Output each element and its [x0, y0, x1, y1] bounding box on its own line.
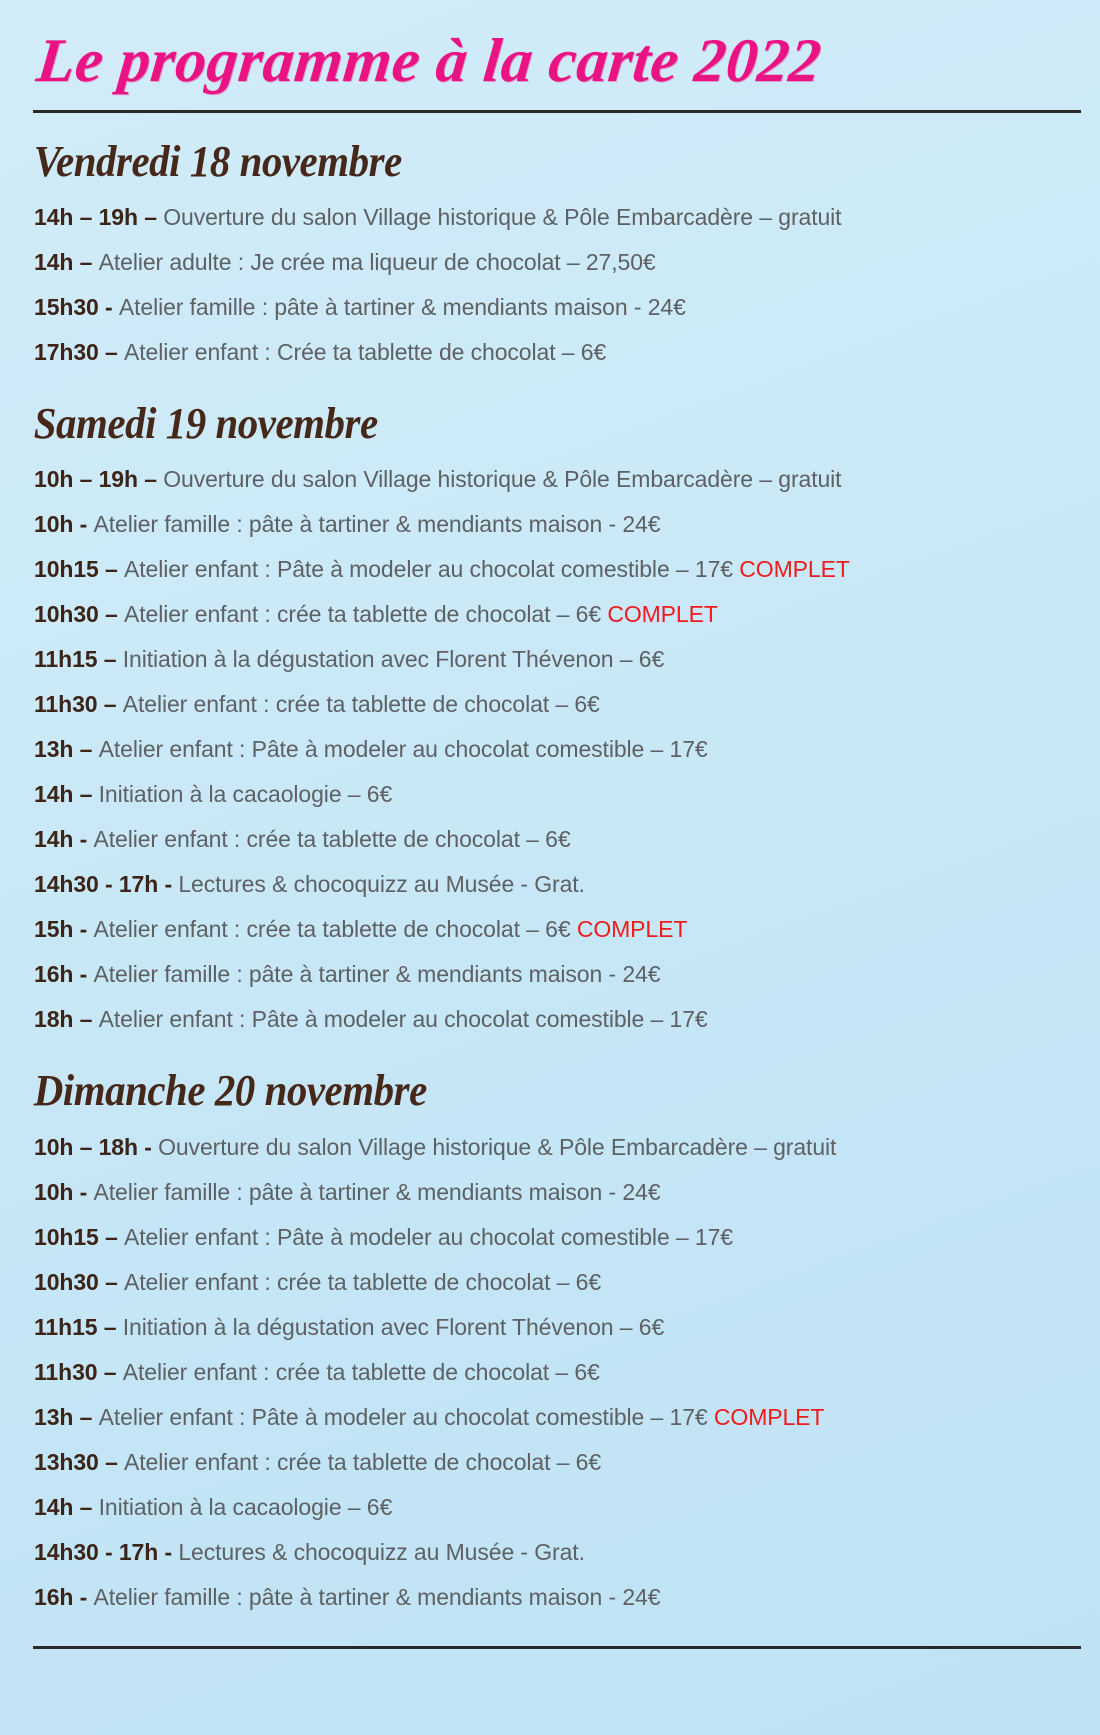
- programme-item: [34, 1440, 1080, 1485]
- day-heading: Vendredi 18 novembre: [33, 137, 402, 186]
- item-time: 15h -: [34, 916, 94, 943]
- item-description: Atelier famille : pâte à tartiner & mendiants maison - 24€: [93, 1583, 661, 1610]
- item-time: 10h30 –: [34, 601, 124, 628]
- item-time: 10h -: [34, 511, 94, 538]
- programme-item: [34, 1485, 1080, 1530]
- item-description: Atelier enfant : Pâte à modeler au chocolat comestible – 17€: [124, 1223, 733, 1250]
- item-description: Initiation à la dégustation avec Florent Thévenon – 6€: [122, 1313, 665, 1340]
- programme-item: [34, 862, 1080, 907]
- programme-item: [34, 952, 1080, 997]
- programme-item: [34, 547, 1080, 592]
- day-sections: [30, 113, 1080, 1620]
- bottom-divider: [33, 1646, 1081, 1649]
- item-time: 13h –: [34, 736, 99, 763]
- status-badge-complet: COMPLET: [713, 1403, 825, 1430]
- item-time: 11h30 –: [34, 691, 123, 718]
- page-title: Le programme à la carte 2022: [33, 27, 825, 95]
- item-description: Atelier enfant : crée ta tablette de chocolat – 6€: [122, 1358, 600, 1385]
- day-heading: Dimanche 20 novembre: [33, 1066, 427, 1116]
- item-time: 14h30 - 17h -: [34, 1538, 179, 1565]
- item-description: Initiation à la cacaologie – 6€: [98, 1493, 393, 1520]
- item-time: 10h15 –: [34, 556, 124, 583]
- item-description: Initiation à la cacaologie – 6€: [98, 781, 393, 808]
- item-description: Atelier enfant : Pâte à modeler au chocolat comestible – 17€: [124, 556, 740, 583]
- programme-item: [34, 727, 1080, 772]
- programme-item: [34, 1125, 1080, 1170]
- item-time: 18h –: [34, 1006, 99, 1033]
- item-description: Atelier famille : pâte à tartiner & mendiants maison - 24€: [118, 294, 686, 321]
- item-description: Atelier adulte : Je crée ma liqueur de chocolat – 27,50€: [98, 249, 656, 276]
- item-time: 15h30 -: [34, 294, 119, 321]
- programme-item: [34, 817, 1080, 862]
- programme-item: [34, 1350, 1080, 1395]
- programme-item: [34, 592, 1080, 637]
- item-description: Lectures & chocoquizz au Musée - Grat.: [178, 871, 585, 898]
- item-time: 14h -: [34, 826, 94, 853]
- day-section: [30, 1042, 1080, 1619]
- item-time: 11h30 –: [34, 1358, 123, 1385]
- day-item-list: [30, 1125, 1080, 1620]
- programme-item: [34, 772, 1080, 817]
- item-time: 14h30 - 17h -: [34, 871, 179, 898]
- item-time: 14h –: [34, 781, 99, 808]
- item-description: Initiation à la dégustation avec Florent Thévenon – 6€: [122, 646, 665, 673]
- programme-item: [34, 1305, 1080, 1350]
- item-description: Atelier famille : pâte à tartiner & mendiants maison - 24€: [93, 961, 661, 988]
- item-description: Atelier famille : pâte à tartiner & mendiants maison - 24€: [93, 1178, 661, 1205]
- item-description: Atelier enfant : Crée ta tablette de chocolat – 6€: [124, 339, 607, 366]
- day-section: [30, 113, 1080, 375]
- item-description: Atelier famille : pâte à tartiner & mendiants maison - 24€: [93, 511, 661, 538]
- item-time: 13h –: [34, 1403, 99, 1430]
- item-description: Ouverture du salon Village historique & Pôle Embarcadère – gratuit: [163, 466, 842, 493]
- item-time: 11h15 –: [34, 646, 123, 673]
- item-description: Atelier enfant : crée ta tablette de chocolat – 6€: [124, 1268, 602, 1295]
- item-time: 14h –: [34, 249, 99, 276]
- status-badge-complet: COMPLET: [607, 601, 718, 628]
- item-description: Atelier enfant : crée ta tablette de chocolat – 6€: [93, 916, 577, 943]
- item-time: 10h – 19h –: [34, 466, 164, 493]
- status-badge-complet: COMPLET: [576, 916, 688, 943]
- programme-item: [34, 637, 1080, 682]
- programme-item: [34, 997, 1080, 1042]
- programme-item: [34, 285, 1080, 330]
- programme-item: [34, 1260, 1080, 1305]
- item-time: 17h30 –: [34, 339, 124, 366]
- item-description: Lectures & chocoquizz au Musée - Grat.: [178, 1538, 585, 1565]
- item-description: Atelier enfant : Pâte à modeler au chocolat comestible – 17€: [98, 736, 708, 763]
- item-description: Atelier enfant : Pâte à modeler au chocolat comestible – 17€: [98, 1403, 714, 1430]
- item-time: 13h30 –: [34, 1448, 124, 1475]
- day-section: [30, 375, 1080, 1042]
- programme-item: [34, 195, 1080, 240]
- item-description: Ouverture du salon Village historique & Pôle Embarcadère – gratuit: [163, 204, 842, 231]
- programme-item: [34, 457, 1080, 502]
- programme-item: [34, 330, 1080, 375]
- programme-item: [34, 1395, 1080, 1440]
- item-description: Atelier enfant : crée ta tablette de chocolat – 6€: [122, 691, 600, 718]
- programme-item: [34, 240, 1080, 285]
- item-description: Ouverture du salon Village historique & Pôle Embarcadère – gratuit: [158, 1133, 837, 1160]
- item-time: 16h -: [34, 961, 94, 988]
- item-time: 14h –: [34, 1493, 99, 1520]
- day-item-list: [30, 195, 1080, 375]
- programme-item: [34, 502, 1080, 547]
- programme-item: [34, 1170, 1080, 1215]
- item-description: Atelier enfant : crée ta tablette de chocolat – 6€: [124, 601, 608, 628]
- programme-item: [34, 907, 1080, 952]
- item-time: 11h15 –: [34, 1313, 123, 1340]
- programme-item: [34, 1530, 1080, 1575]
- item-time: 10h – 18h -: [34, 1133, 159, 1160]
- programme-item: [34, 1575, 1080, 1620]
- programme-item: [34, 1215, 1080, 1260]
- item-time: 14h – 19h –: [34, 204, 164, 231]
- day-heading: Samedi 19 novembre: [33, 399, 378, 449]
- item-time: 10h -: [34, 1178, 94, 1205]
- item-description: Atelier enfant : Pâte à modeler au chocolat comestible – 17€: [98, 1006, 708, 1033]
- item-time: 10h15 –: [34, 1223, 124, 1250]
- item-description: Atelier enfant : crée ta tablette de chocolat – 6€: [124, 1448, 602, 1475]
- programme-item: [34, 682, 1080, 727]
- day-item-list: [30, 457, 1080, 1042]
- item-time: 10h30 –: [34, 1268, 124, 1295]
- item-time: 16h -: [34, 1583, 94, 1610]
- status-badge-complet: COMPLET: [739, 556, 850, 583]
- item-description: Atelier enfant : crée ta tablette de chocolat – 6€: [93, 826, 571, 853]
